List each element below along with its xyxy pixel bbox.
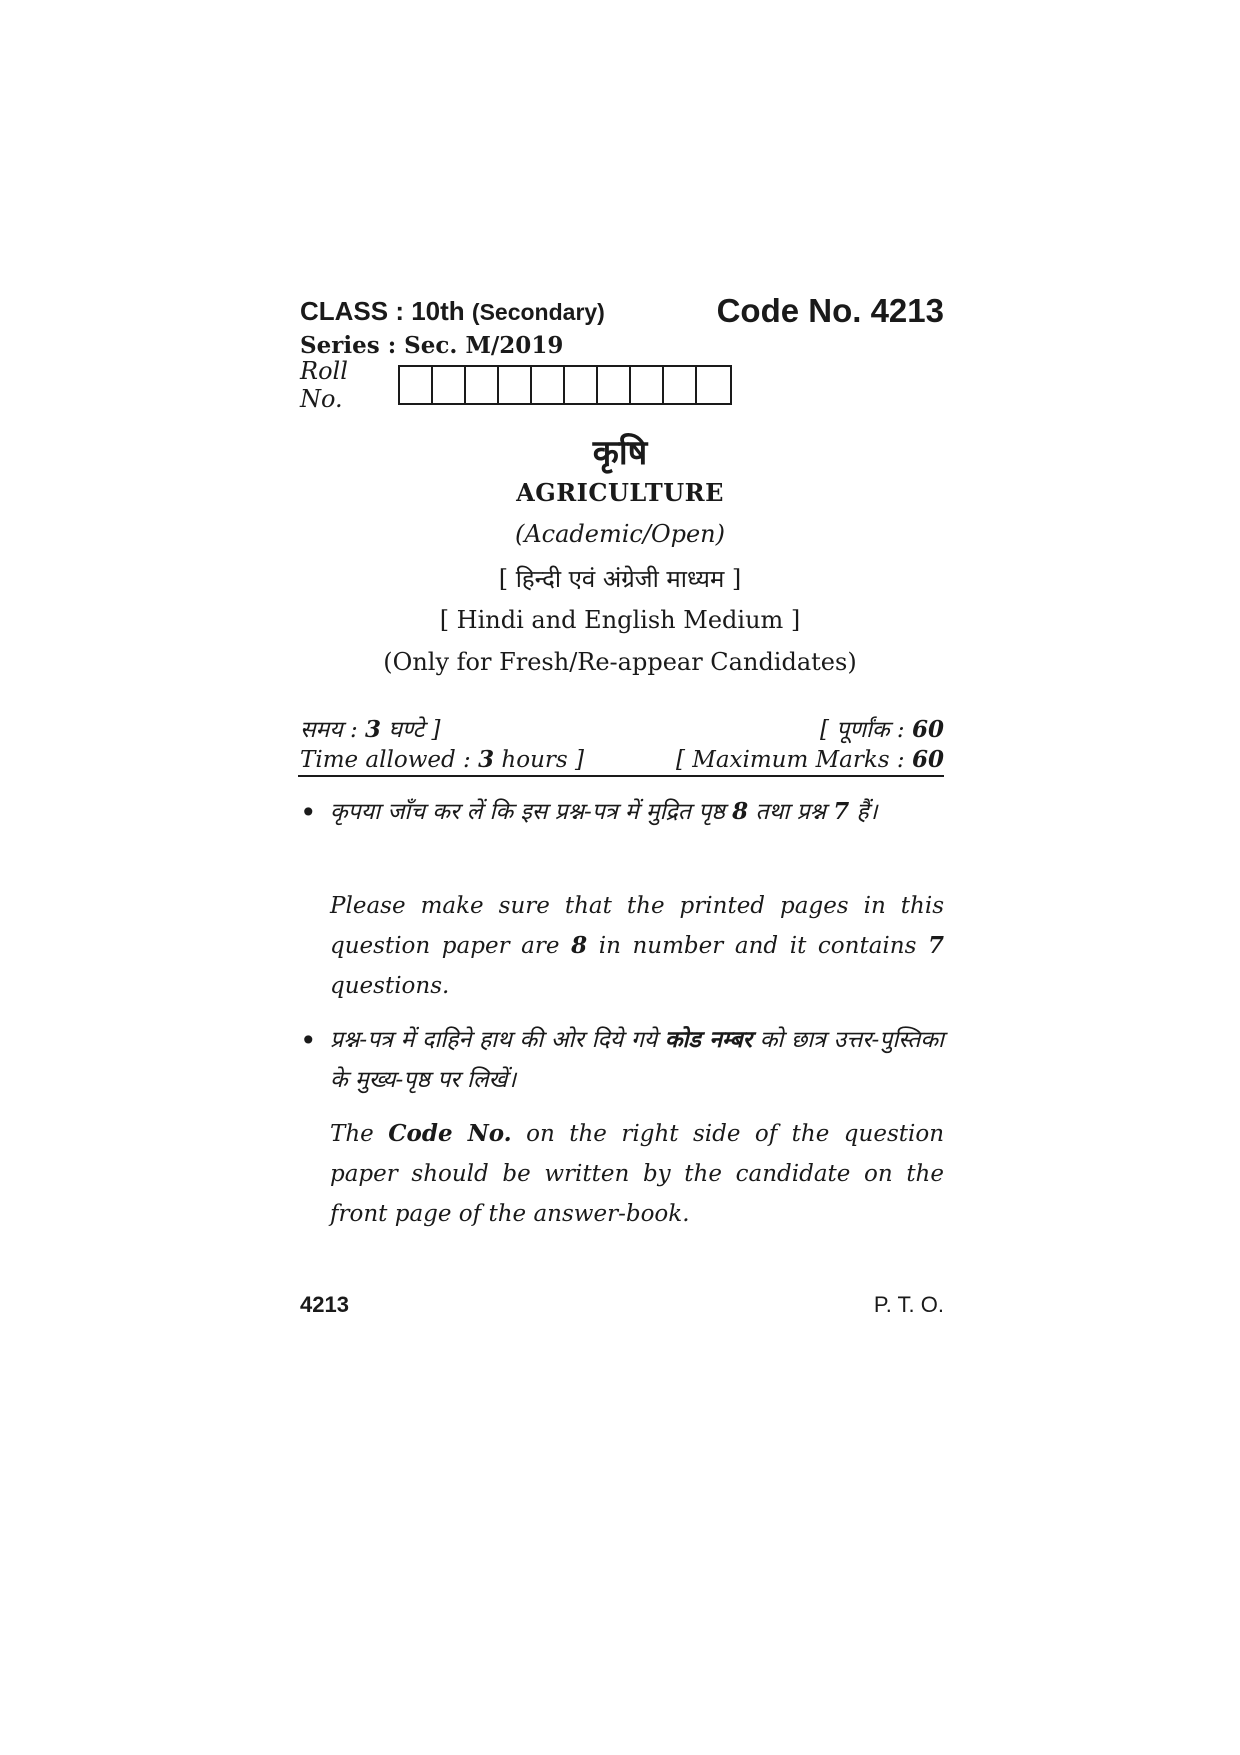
medium-hindi: [ हिन्दी एवं अंग्रेजी माध्यम ] (498, 565, 742, 593)
roll-number-box[interactable] (433, 367, 466, 403)
instruction-text: Please make sure that the printed pages in this question paper are (330, 893, 944, 959)
question-count: 7 (833, 798, 850, 825)
roll-number-box[interactable] (466, 367, 499, 403)
code-number: Code No. 4213 (716, 292, 944, 329)
footer-code: 4213 (300, 1292, 349, 1317)
instruction-text: तथा प्रश्न (748, 799, 834, 825)
class-text: CLASS : 10th (300, 296, 465, 326)
exam-type: (Academic/Open) (514, 520, 726, 548)
medium-english: [ Hindi and English Medium ] (439, 606, 801, 634)
roll-number-box[interactable] (598, 367, 631, 403)
marks-english-label: [ Maximum Marks : (675, 747, 912, 773)
marks-english-value: 60 (911, 746, 944, 773)
instruction-2-hindi (330, 1020, 944, 1100)
code-number-emphasis: Code No. (388, 1120, 512, 1147)
roll-number-box[interactable] (664, 367, 697, 403)
marks-hindi (820, 712, 944, 744)
instruction-text: The (330, 1121, 389, 1147)
roll-number-box[interactable] (565, 367, 598, 403)
time-english-unit: hours ] (494, 747, 584, 773)
instruction-text: कृपया जाँच कर लें कि इस प्रश्न-पत्र में मुद्रित पृष्ठ (330, 799, 733, 825)
time-hindi-label: समय : (300, 717, 366, 743)
footer-pto: P. T. O. (873, 1292, 944, 1317)
instruction-1-hindi (330, 792, 944, 832)
roll-number-box[interactable] (631, 367, 664, 403)
instruction-text: on the right side of the question paper should be written by the candidate on the front page of the answer-book. (330, 1121, 945, 1227)
subject-title-hindi: कृषि (592, 433, 648, 473)
instruction-text: प्रश्न-पत्र में दाहिने हाथ की ओर दिये गये (330, 1027, 665, 1053)
marks-hindi-label: [ पूर्णांक : (820, 717, 912, 743)
instruction-1-english (330, 886, 944, 1006)
class-label (300, 296, 605, 327)
roll-number-row (300, 357, 732, 413)
header-divider (298, 775, 944, 777)
instruction-2-english (330, 1114, 944, 1234)
time-hindi (300, 712, 440, 744)
time-english (300, 746, 584, 773)
question-count: 7 (927, 932, 944, 959)
code-number-emphasis: कोड नम्बर (664, 1026, 752, 1053)
time-hindi-value: 3 (365, 716, 382, 743)
subject-title-english: AGRICULTURE (516, 478, 724, 507)
page-count: 8 (732, 798, 749, 825)
time-english-value: 3 (478, 746, 495, 773)
instruction-text: हैं। (849, 799, 878, 825)
bullet-icon: • (300, 1024, 317, 1057)
roll-number-box[interactable] (499, 367, 532, 403)
time-english-label: Time allowed : (300, 747, 479, 773)
page-count: 8 (571, 932, 588, 959)
roll-number-boxes[interactable] (398, 365, 732, 405)
class-suffix: (Secondary) (471, 299, 605, 325)
roll-number-box[interactable] (697, 367, 730, 403)
instruction-text: in number and it contains (587, 933, 928, 959)
series-label: Series : Sec. M/2019 (300, 332, 564, 359)
bullet-icon: • (300, 796, 317, 829)
marks-hindi-value: 60 (911, 716, 944, 743)
roll-number-label: Roll No. (300, 357, 348, 413)
instruction-text: questions. (330, 973, 450, 999)
roll-number-box[interactable] (400, 367, 433, 403)
candidates-note: (Only for Fresh/Re-appear Candidates) (383, 648, 857, 676)
roll-number-box[interactable] (532, 367, 565, 403)
time-hindi-unit: घण्टे ] (381, 717, 441, 743)
instruction-text: को छात्र उत्तर-पुस्तिका के मुख्य-पृष्ठ पर लिखें। (330, 1027, 944, 1093)
marks-english (676, 746, 944, 773)
